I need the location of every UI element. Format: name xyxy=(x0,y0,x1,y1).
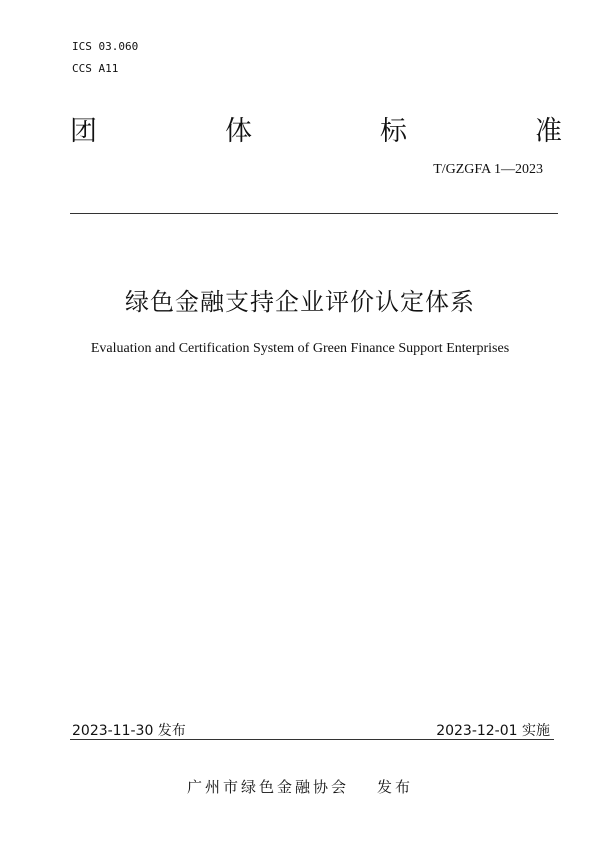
ccs-code: CCS A11 xyxy=(72,62,119,75)
standard-number: T/GZGFA 1—2023 xyxy=(433,162,543,177)
standard-type-char-4: 准 xyxy=(535,116,562,147)
standard-type-char-2: 体 xyxy=(225,116,252,147)
standard-type-char-3: 标 xyxy=(380,116,407,147)
publisher-action: 发布 xyxy=(377,778,414,796)
publisher-name: 广州市绿色金融协会 xyxy=(186,778,349,796)
ics-code: ICS 03.060 xyxy=(72,40,139,53)
issue-date: 2023-11-30 发布 xyxy=(72,723,186,739)
standard-type-char-1: 团 xyxy=(70,116,97,147)
standard-type-heading xyxy=(70,114,562,150)
document-title-english: Evaluation and Certification System of Green Finance Support Enterprises xyxy=(90,341,510,356)
implementation-date: 2023-12-01 实施 xyxy=(436,723,550,739)
document-title-chinese: 绿色金融支持企业评价认定体系 xyxy=(125,288,475,316)
top-divider xyxy=(70,213,558,214)
bottom-divider xyxy=(70,739,554,740)
publisher-line xyxy=(0,776,600,797)
